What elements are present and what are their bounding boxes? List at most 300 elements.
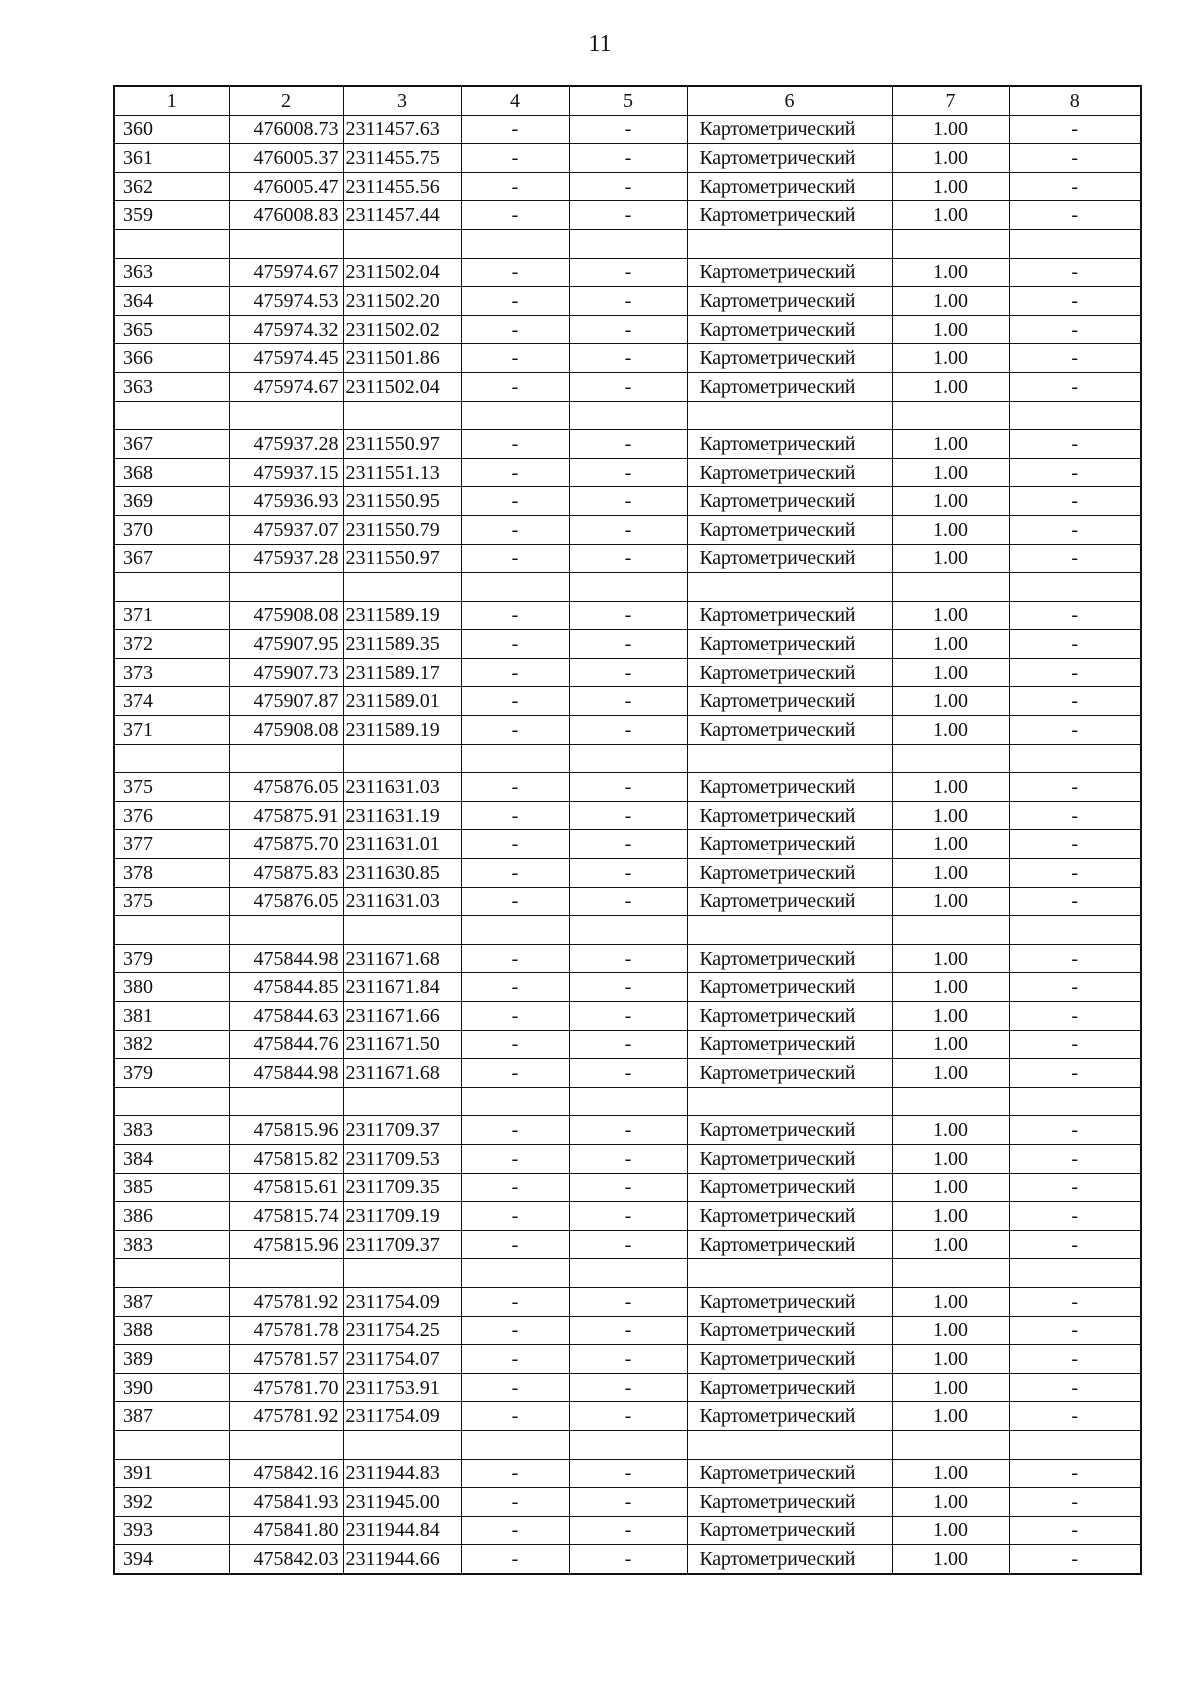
method-cell: Картометрический bbox=[687, 487, 892, 516]
accuracy-cell: 1.00 bbox=[892, 372, 1009, 401]
x-coordinate-cell bbox=[229, 916, 343, 945]
column-8-cell: - bbox=[1009, 687, 1141, 716]
accuracy-cell: 1.00 bbox=[892, 1030, 1009, 1059]
method-cell: Картометрический bbox=[687, 887, 892, 916]
column-4-cell: - bbox=[461, 315, 569, 344]
table-row bbox=[114, 1545, 1141, 1574]
accuracy-cell: 1.00 bbox=[892, 1459, 1009, 1488]
y-coordinate-cell: 2311455.56 bbox=[343, 172, 461, 201]
method-cell: Картометрический bbox=[687, 1516, 892, 1545]
column-8-cell: - bbox=[1009, 1516, 1141, 1545]
column-4-cell: - bbox=[461, 1144, 569, 1173]
column-4-cell: - bbox=[461, 801, 569, 830]
y-coordinate-cell: 2311753.91 bbox=[343, 1373, 461, 1402]
column-5-cell bbox=[569, 1259, 687, 1288]
table-row bbox=[114, 1002, 1141, 1031]
point-number-cell: 387 bbox=[114, 1287, 229, 1316]
table-row bbox=[114, 487, 1141, 516]
method-cell: Картометрический bbox=[687, 515, 892, 544]
x-coordinate-cell: 475781.78 bbox=[229, 1316, 343, 1345]
x-coordinate-cell: 475781.92 bbox=[229, 1402, 343, 1431]
column-8-cell: - bbox=[1009, 458, 1141, 487]
column-5-cell: - bbox=[569, 859, 687, 888]
y-coordinate-cell: 2311550.97 bbox=[343, 544, 461, 573]
table-row bbox=[114, 201, 1141, 230]
accuracy-cell: 1.00 bbox=[892, 1116, 1009, 1145]
column-5-cell: - bbox=[569, 1116, 687, 1145]
y-coordinate-cell: 2311709.35 bbox=[343, 1173, 461, 1202]
accuracy-cell: 1.00 bbox=[892, 344, 1009, 373]
column-8-cell: - bbox=[1009, 258, 1141, 287]
method-cell: Картометрический bbox=[687, 830, 892, 859]
accuracy-cell: 1.00 bbox=[892, 716, 1009, 745]
y-coordinate-cell: 2311589.17 bbox=[343, 658, 461, 687]
column-4-cell bbox=[461, 744, 569, 773]
point-number-cell: 359 bbox=[114, 201, 229, 230]
accuracy-cell: 1.00 bbox=[892, 315, 1009, 344]
column-8-cell: - bbox=[1009, 201, 1141, 230]
accuracy-cell: 1.00 bbox=[892, 1287, 1009, 1316]
point-number-cell: 383 bbox=[114, 1230, 229, 1259]
x-coordinate-cell: 476005.37 bbox=[229, 144, 343, 173]
accuracy-cell: 1.00 bbox=[892, 115, 1009, 144]
point-number-cell bbox=[114, 744, 229, 773]
y-coordinate-cell: 2311671.68 bbox=[343, 1059, 461, 1088]
column-8-cell: - bbox=[1009, 430, 1141, 459]
x-coordinate-cell: 475875.83 bbox=[229, 859, 343, 888]
table-row bbox=[114, 144, 1141, 173]
column-5-cell: - bbox=[569, 1059, 687, 1088]
point-number-cell: 366 bbox=[114, 344, 229, 373]
column-4-cell: - bbox=[461, 1345, 569, 1374]
column-4-cell: - bbox=[461, 144, 569, 173]
y-coordinate-cell: 2311550.97 bbox=[343, 430, 461, 459]
method-cell: Картометрический bbox=[687, 1030, 892, 1059]
column-4-cell: - bbox=[461, 1287, 569, 1316]
point-number-cell: 383 bbox=[114, 1116, 229, 1145]
accuracy-cell: 1.00 bbox=[892, 1202, 1009, 1231]
point-number-cell: 382 bbox=[114, 1030, 229, 1059]
method-cell: Картометрический bbox=[687, 1144, 892, 1173]
table-row bbox=[114, 1173, 1141, 1202]
column-5-cell: - bbox=[569, 630, 687, 659]
x-coordinate-cell: 475781.92 bbox=[229, 1287, 343, 1316]
accuracy-cell: 1.00 bbox=[892, 144, 1009, 173]
column-5-cell: - bbox=[569, 687, 687, 716]
column-4-cell bbox=[461, 1087, 569, 1116]
point-number-cell: 370 bbox=[114, 515, 229, 544]
table-row bbox=[114, 973, 1141, 1002]
column-8-cell: - bbox=[1009, 372, 1141, 401]
column-8-cell: - bbox=[1009, 887, 1141, 916]
column-8-cell: - bbox=[1009, 859, 1141, 888]
accuracy-cell: 1.00 bbox=[892, 801, 1009, 830]
table-separator-row bbox=[114, 744, 1141, 773]
column-8-cell: - bbox=[1009, 658, 1141, 687]
column-4-cell bbox=[461, 1430, 569, 1459]
table-row bbox=[114, 716, 1141, 745]
table-row bbox=[114, 515, 1141, 544]
y-coordinate-cell: 2311709.19 bbox=[343, 1202, 461, 1231]
column-header: 8 bbox=[1009, 86, 1141, 115]
table-row bbox=[114, 887, 1141, 916]
y-coordinate-cell: 2311589.35 bbox=[343, 630, 461, 659]
accuracy-cell bbox=[892, 229, 1009, 258]
accuracy-cell: 1.00 bbox=[892, 1345, 1009, 1374]
accuracy-cell: 1.00 bbox=[892, 287, 1009, 316]
method-cell: Картометрический bbox=[687, 1230, 892, 1259]
table-row bbox=[114, 344, 1141, 373]
table-row bbox=[114, 859, 1141, 888]
y-coordinate-cell bbox=[343, 1430, 461, 1459]
accuracy-cell: 1.00 bbox=[892, 1059, 1009, 1088]
y-coordinate-cell: 2311671.68 bbox=[343, 944, 461, 973]
column-5-cell: - bbox=[569, 115, 687, 144]
x-coordinate-cell bbox=[229, 1430, 343, 1459]
column-4-cell: - bbox=[461, 1002, 569, 1031]
method-cell bbox=[687, 1430, 892, 1459]
accuracy-cell: 1.00 bbox=[892, 601, 1009, 630]
column-5-cell: - bbox=[569, 716, 687, 745]
column-header: 3 bbox=[343, 86, 461, 115]
column-8-cell: - bbox=[1009, 544, 1141, 573]
y-coordinate-cell bbox=[343, 229, 461, 258]
y-coordinate-cell: 2311550.95 bbox=[343, 487, 461, 516]
accuracy-cell bbox=[892, 1259, 1009, 1288]
table-row bbox=[114, 801, 1141, 830]
column-4-cell: - bbox=[461, 687, 569, 716]
accuracy-cell: 1.00 bbox=[892, 544, 1009, 573]
table-separator-row bbox=[114, 229, 1141, 258]
column-8-cell: - bbox=[1009, 1144, 1141, 1173]
column-4-cell bbox=[461, 916, 569, 945]
point-number-cell: 363 bbox=[114, 372, 229, 401]
y-coordinate-cell bbox=[343, 744, 461, 773]
column-5-cell: - bbox=[569, 458, 687, 487]
y-coordinate-cell: 2311754.25 bbox=[343, 1316, 461, 1345]
x-coordinate-cell: 475841.93 bbox=[229, 1488, 343, 1517]
x-coordinate-cell: 475844.63 bbox=[229, 1002, 343, 1031]
x-coordinate-cell: 475937.07 bbox=[229, 515, 343, 544]
accuracy-cell: 1.00 bbox=[892, 1173, 1009, 1202]
y-coordinate-cell: 2311709.53 bbox=[343, 1144, 461, 1173]
column-4-cell: - bbox=[461, 430, 569, 459]
accuracy-cell: 1.00 bbox=[892, 887, 1009, 916]
y-coordinate-cell: 2311671.66 bbox=[343, 1002, 461, 1031]
point-number-cell: 360 bbox=[114, 115, 229, 144]
column-4-cell: - bbox=[461, 773, 569, 802]
accuracy-cell: 1.00 bbox=[892, 830, 1009, 859]
method-cell bbox=[687, 401, 892, 430]
point-number-cell: 369 bbox=[114, 487, 229, 516]
column-5-cell: - bbox=[569, 172, 687, 201]
method-cell: Картометрический bbox=[687, 458, 892, 487]
point-number-cell: 368 bbox=[114, 458, 229, 487]
x-coordinate-cell: 475937.28 bbox=[229, 544, 343, 573]
point-number-cell: 375 bbox=[114, 887, 229, 916]
method-cell bbox=[687, 1087, 892, 1116]
column-4-cell bbox=[461, 229, 569, 258]
column-4-cell bbox=[461, 1259, 569, 1288]
table-separator-row bbox=[114, 1087, 1141, 1116]
table-row bbox=[114, 315, 1141, 344]
column-5-cell bbox=[569, 916, 687, 945]
column-5-cell bbox=[569, 1087, 687, 1116]
table-row bbox=[114, 1116, 1141, 1145]
x-coordinate-cell: 475844.85 bbox=[229, 973, 343, 1002]
accuracy-cell bbox=[892, 916, 1009, 945]
column-4-cell: - bbox=[461, 601, 569, 630]
column-4-cell: - bbox=[461, 716, 569, 745]
method-cell: Картометрический bbox=[687, 973, 892, 1002]
x-coordinate-cell: 476005.47 bbox=[229, 172, 343, 201]
column-5-cell bbox=[569, 573, 687, 602]
column-8-cell: - bbox=[1009, 1059, 1141, 1088]
column-4-cell: - bbox=[461, 458, 569, 487]
column-8-cell: - bbox=[1009, 315, 1141, 344]
coordinates-table bbox=[113, 85, 1142, 1575]
x-coordinate-cell: 475842.03 bbox=[229, 1545, 343, 1574]
column-5-cell: - bbox=[569, 1316, 687, 1345]
method-cell: Картометрический bbox=[687, 1459, 892, 1488]
accuracy-cell: 1.00 bbox=[892, 773, 1009, 802]
point-number-cell: 371 bbox=[114, 601, 229, 630]
point-number-cell bbox=[114, 229, 229, 258]
x-coordinate-cell: 475844.98 bbox=[229, 944, 343, 973]
column-8-cell: - bbox=[1009, 830, 1141, 859]
column-8-cell: - bbox=[1009, 944, 1141, 973]
x-coordinate-cell bbox=[229, 401, 343, 430]
y-coordinate-cell: 2311944.83 bbox=[343, 1459, 461, 1488]
column-4-cell: - bbox=[461, 944, 569, 973]
point-number-cell: 365 bbox=[114, 315, 229, 344]
method-cell: Картометрический bbox=[687, 630, 892, 659]
accuracy-cell: 1.00 bbox=[892, 658, 1009, 687]
y-coordinate-cell: 2311754.09 bbox=[343, 1402, 461, 1431]
column-8-cell bbox=[1009, 401, 1141, 430]
column-5-cell: - bbox=[569, 487, 687, 516]
column-8-cell bbox=[1009, 229, 1141, 258]
column-5-cell: - bbox=[569, 1173, 687, 1202]
x-coordinate-cell bbox=[229, 229, 343, 258]
x-coordinate-cell: 475841.80 bbox=[229, 1516, 343, 1545]
column-5-cell bbox=[569, 744, 687, 773]
x-coordinate-cell: 475815.61 bbox=[229, 1173, 343, 1202]
column-5-cell: - bbox=[569, 1287, 687, 1316]
y-coordinate-cell: 2311550.79 bbox=[343, 515, 461, 544]
column-4-cell: - bbox=[461, 1202, 569, 1231]
accuracy-cell: 1.00 bbox=[892, 1144, 1009, 1173]
accuracy-cell: 1.00 bbox=[892, 1545, 1009, 1574]
column-5-cell: - bbox=[569, 1144, 687, 1173]
column-4-cell: - bbox=[461, 1373, 569, 1402]
accuracy-cell: 1.00 bbox=[892, 515, 1009, 544]
column-5-cell: - bbox=[569, 515, 687, 544]
column-4-cell: - bbox=[461, 372, 569, 401]
x-coordinate-cell: 475815.82 bbox=[229, 1144, 343, 1173]
accuracy-cell: 1.00 bbox=[892, 973, 1009, 1002]
y-coordinate-cell: 2311502.20 bbox=[343, 287, 461, 316]
table-separator-row bbox=[114, 573, 1141, 602]
point-number-cell: 361 bbox=[114, 144, 229, 173]
column-8-cell: - bbox=[1009, 115, 1141, 144]
column-8-cell: - bbox=[1009, 973, 1141, 1002]
column-5-cell: - bbox=[569, 287, 687, 316]
method-cell: Картометрический bbox=[687, 287, 892, 316]
column-5-cell: - bbox=[569, 544, 687, 573]
point-number-cell: 388 bbox=[114, 1316, 229, 1345]
column-8-cell: - bbox=[1009, 773, 1141, 802]
accuracy-cell: 1.00 bbox=[892, 1402, 1009, 1431]
x-coordinate-cell: 475781.70 bbox=[229, 1373, 343, 1402]
table-row bbox=[114, 1488, 1141, 1517]
accuracy-cell: 1.00 bbox=[892, 458, 1009, 487]
column-4-cell: - bbox=[461, 1545, 569, 1574]
y-coordinate-cell: 2311631.03 bbox=[343, 773, 461, 802]
point-number-cell: 373 bbox=[114, 658, 229, 687]
column-8-cell bbox=[1009, 916, 1141, 945]
point-number-cell bbox=[114, 1430, 229, 1459]
column-5-cell: - bbox=[569, 1002, 687, 1031]
y-coordinate-cell: 2311709.37 bbox=[343, 1116, 461, 1145]
column-header: 2 bbox=[229, 86, 343, 115]
column-8-cell: - bbox=[1009, 1545, 1141, 1574]
x-coordinate-cell: 475907.87 bbox=[229, 687, 343, 716]
y-coordinate-cell: 2311944.66 bbox=[343, 1545, 461, 1574]
accuracy-cell: 1.00 bbox=[892, 172, 1009, 201]
table-row bbox=[114, 830, 1141, 859]
point-number-cell: 362 bbox=[114, 172, 229, 201]
column-8-cell: - bbox=[1009, 1316, 1141, 1345]
column-5-cell: - bbox=[569, 258, 687, 287]
column-8-cell: - bbox=[1009, 601, 1141, 630]
method-cell bbox=[687, 744, 892, 773]
column-4-cell: - bbox=[461, 1488, 569, 1517]
y-coordinate-cell: 2311589.19 bbox=[343, 601, 461, 630]
point-number-cell: 367 bbox=[114, 544, 229, 573]
x-coordinate-cell: 475875.70 bbox=[229, 830, 343, 859]
x-coordinate-cell: 475815.96 bbox=[229, 1230, 343, 1259]
y-coordinate-cell: 2311502.02 bbox=[343, 315, 461, 344]
method-cell: Картометрический bbox=[687, 1202, 892, 1231]
y-coordinate-cell: 2311457.44 bbox=[343, 201, 461, 230]
method-cell: Картометрический bbox=[687, 144, 892, 173]
point-number-cell: 386 bbox=[114, 1202, 229, 1231]
x-coordinate-cell: 475876.05 bbox=[229, 887, 343, 916]
accuracy-cell: 1.00 bbox=[892, 487, 1009, 516]
column-5-cell: - bbox=[569, 658, 687, 687]
x-coordinate-cell bbox=[229, 744, 343, 773]
accuracy-cell: 1.00 bbox=[892, 258, 1009, 287]
point-number-cell: 393 bbox=[114, 1516, 229, 1545]
column-4-cell: - bbox=[461, 859, 569, 888]
method-cell bbox=[687, 916, 892, 945]
table-separator-row bbox=[114, 401, 1141, 430]
method-cell: Картометрический bbox=[687, 1116, 892, 1145]
column-8-cell: - bbox=[1009, 1116, 1141, 1145]
method-cell: Картометрический bbox=[687, 1287, 892, 1316]
column-4-cell: - bbox=[461, 115, 569, 144]
column-8-cell: - bbox=[1009, 287, 1141, 316]
accuracy-cell: 1.00 bbox=[892, 687, 1009, 716]
table-row bbox=[114, 1402, 1141, 1431]
y-coordinate-cell: 2311630.85 bbox=[343, 859, 461, 888]
table-header-row bbox=[114, 86, 1141, 115]
column-header: 5 bbox=[569, 86, 687, 115]
accuracy-cell: 1.00 bbox=[892, 1230, 1009, 1259]
point-number-cell: 364 bbox=[114, 287, 229, 316]
column-5-cell bbox=[569, 229, 687, 258]
method-cell: Картометрический bbox=[687, 658, 892, 687]
table-row bbox=[114, 1030, 1141, 1059]
accuracy-cell: 1.00 bbox=[892, 859, 1009, 888]
column-8-cell: - bbox=[1009, 630, 1141, 659]
column-8-cell bbox=[1009, 573, 1141, 602]
point-number-cell: 387 bbox=[114, 1402, 229, 1431]
x-coordinate-cell bbox=[229, 573, 343, 602]
table-body bbox=[114, 115, 1141, 1574]
table-row bbox=[114, 1459, 1141, 1488]
table-row bbox=[114, 258, 1141, 287]
table-row bbox=[114, 1373, 1141, 1402]
column-8-cell: - bbox=[1009, 172, 1141, 201]
x-coordinate-cell: 475844.98 bbox=[229, 1059, 343, 1088]
column-8-cell: - bbox=[1009, 1373, 1141, 1402]
table-row bbox=[114, 1202, 1141, 1231]
column-8-cell: - bbox=[1009, 1173, 1141, 1202]
method-cell: Картометрический bbox=[687, 115, 892, 144]
column-8-cell: - bbox=[1009, 1488, 1141, 1517]
x-coordinate-cell: 475974.53 bbox=[229, 287, 343, 316]
accuracy-cell bbox=[892, 573, 1009, 602]
column-header: 6 bbox=[687, 86, 892, 115]
method-cell: Картометрический bbox=[687, 859, 892, 888]
column-5-cell: - bbox=[569, 1488, 687, 1517]
point-number-cell: 374 bbox=[114, 687, 229, 716]
column-8-cell bbox=[1009, 1430, 1141, 1459]
table-row bbox=[114, 601, 1141, 630]
point-number-cell bbox=[114, 1259, 229, 1288]
column-8-cell: - bbox=[1009, 1230, 1141, 1259]
column-8-cell: - bbox=[1009, 1345, 1141, 1374]
point-number-cell: 367 bbox=[114, 430, 229, 459]
y-coordinate-cell bbox=[343, 401, 461, 430]
x-coordinate-cell: 475781.57 bbox=[229, 1345, 343, 1374]
column-5-cell: - bbox=[569, 315, 687, 344]
x-coordinate-cell bbox=[229, 1259, 343, 1288]
method-cell: Картометрический bbox=[687, 773, 892, 802]
column-5-cell: - bbox=[569, 801, 687, 830]
method-cell: Картометрический bbox=[687, 1059, 892, 1088]
method-cell: Картометрический bbox=[687, 944, 892, 973]
column-5-cell bbox=[569, 401, 687, 430]
accuracy-cell: 1.00 bbox=[892, 1316, 1009, 1345]
column-4-cell: - bbox=[461, 1316, 569, 1345]
column-header: 4 bbox=[461, 86, 569, 115]
y-coordinate-cell: 2311754.07 bbox=[343, 1345, 461, 1374]
column-8-cell: - bbox=[1009, 1002, 1141, 1031]
column-8-cell: - bbox=[1009, 1459, 1141, 1488]
column-header: 1 bbox=[114, 86, 229, 115]
method-cell: Картометрический bbox=[687, 344, 892, 373]
method-cell: Картометрический bbox=[687, 601, 892, 630]
accuracy-cell: 1.00 bbox=[892, 201, 1009, 230]
column-5-cell: - bbox=[569, 1545, 687, 1574]
column-8-cell bbox=[1009, 1259, 1141, 1288]
x-coordinate-cell: 475974.32 bbox=[229, 315, 343, 344]
x-coordinate-cell: 475974.45 bbox=[229, 344, 343, 373]
column-4-cell: - bbox=[461, 287, 569, 316]
